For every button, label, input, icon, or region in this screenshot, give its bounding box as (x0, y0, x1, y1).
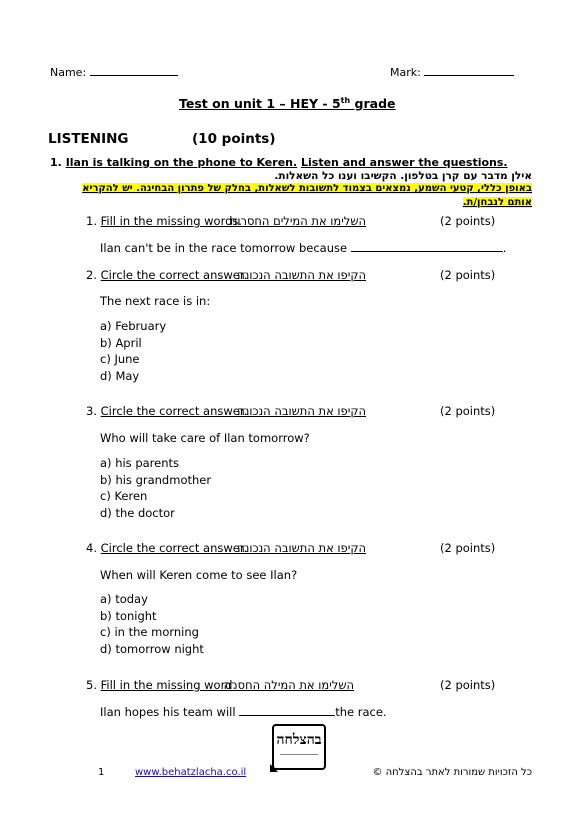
question-5-points: (2 points) (440, 678, 496, 692)
question-3-header: 3. Circle the correct answer. (86, 404, 248, 418)
mark-label: Mark: (390, 66, 421, 79)
question-5-hebrew: השלימו את המילה החסרה (223, 678, 354, 692)
instructions-he: אילן מדבר עם קרן בטלפון. הקשיבו וענו כל השאלות. (274, 170, 532, 182)
answer-blank-5[interactable] (239, 714, 335, 716)
question-3-text: Who will take care of Ilan tomorrow? (100, 431, 310, 445)
mark-blank[interactable] (424, 74, 514, 76)
question-4-points: (2 points) (440, 541, 496, 555)
option[interactable]: c) in the morning (100, 625, 199, 639)
question-2-text: The next race is in: (100, 294, 211, 308)
question-4-hebrew: הקיפו את התשובה הנכונה (237, 541, 366, 555)
question-3-hebrew: הקיפו את התשובה הנכונה (237, 404, 366, 418)
question-1-header: 1. Fill in the missing words. (86, 214, 243, 228)
logo-speech-tail (270, 764, 278, 772)
option[interactable]: d) the doctor (100, 505, 175, 520)
footer-link (135, 767, 246, 778)
option[interactable]: d) May (100, 368, 140, 383)
page-number: 1 (98, 767, 105, 778)
question-5-text: Ilan hopes his team will the race. (100, 705, 387, 719)
behatzlacha-logo: בהצלחה (272, 724, 326, 770)
name-field (50, 66, 178, 79)
option[interactable]: a) February (100, 319, 167, 333)
section-points: (10 points) (192, 131, 276, 147)
question-3-options (100, 455, 211, 521)
question-1-text: Ilan can't be in the race tomorrow because . (100, 241, 507, 255)
question-3-points: (2 points) (440, 404, 496, 418)
option[interactable]: b) his grandmother (100, 472, 212, 487)
question-5-header: 5. Fill in the missing word. (86, 678, 237, 692)
option[interactable]: c) Keren (100, 489, 148, 503)
copyright: כל הזכויות שמורות לאתר בהצלחה © (372, 767, 532, 778)
mark-field (390, 66, 514, 79)
name-label: Name: (50, 66, 87, 79)
name-blank[interactable] (90, 74, 178, 76)
answer-blank-1[interactable] (351, 250, 503, 252)
question-1-points: (2 points) (440, 214, 496, 228)
question-1-hebrew: השלימו את המילים החסרות (229, 214, 366, 228)
option[interactable]: d) tomorrow night (100, 641, 204, 656)
teacher-note-line2: אותם לנבחן/ת. (462, 197, 532, 208)
page-title: Test on unit 1 – HEY - 5th grade (179, 96, 396, 112)
question-4-text: When will Keren come to see Ilan? (100, 568, 298, 582)
option[interactable]: b) April (100, 335, 142, 350)
option[interactable]: a) his parents (100, 456, 180, 470)
question-2-options (100, 318, 166, 384)
option[interactable]: b) tonight (100, 608, 157, 623)
instructions-en: 1. Ilan is talking on the phone to Keren. Listen and answer the questions. (50, 156, 508, 169)
website-link[interactable]: www.behatzlacha.co.il (135, 767, 247, 778)
option[interactable]: a) today (100, 592, 148, 606)
question-2-header: 2. Circle the correct answer. (86, 268, 248, 282)
question-4-header: 4. Circle the correct answer. (86, 541, 248, 555)
section-heading (48, 131, 128, 147)
option[interactable]: c) June (100, 352, 140, 366)
question-4-options (100, 591, 204, 657)
question-2-hebrew: הקיפו את התשובה הנכונה (237, 268, 366, 282)
teacher-note: באופן כללי, קטעי השמע, נמצאים בצמוד לתשובות לשאלות, בחלק של פתרון הבחינה. יש להקריא (82, 183, 532, 194)
question-2-points: (2 points) (440, 268, 496, 282)
section-name: LISTENING (48, 131, 129, 147)
